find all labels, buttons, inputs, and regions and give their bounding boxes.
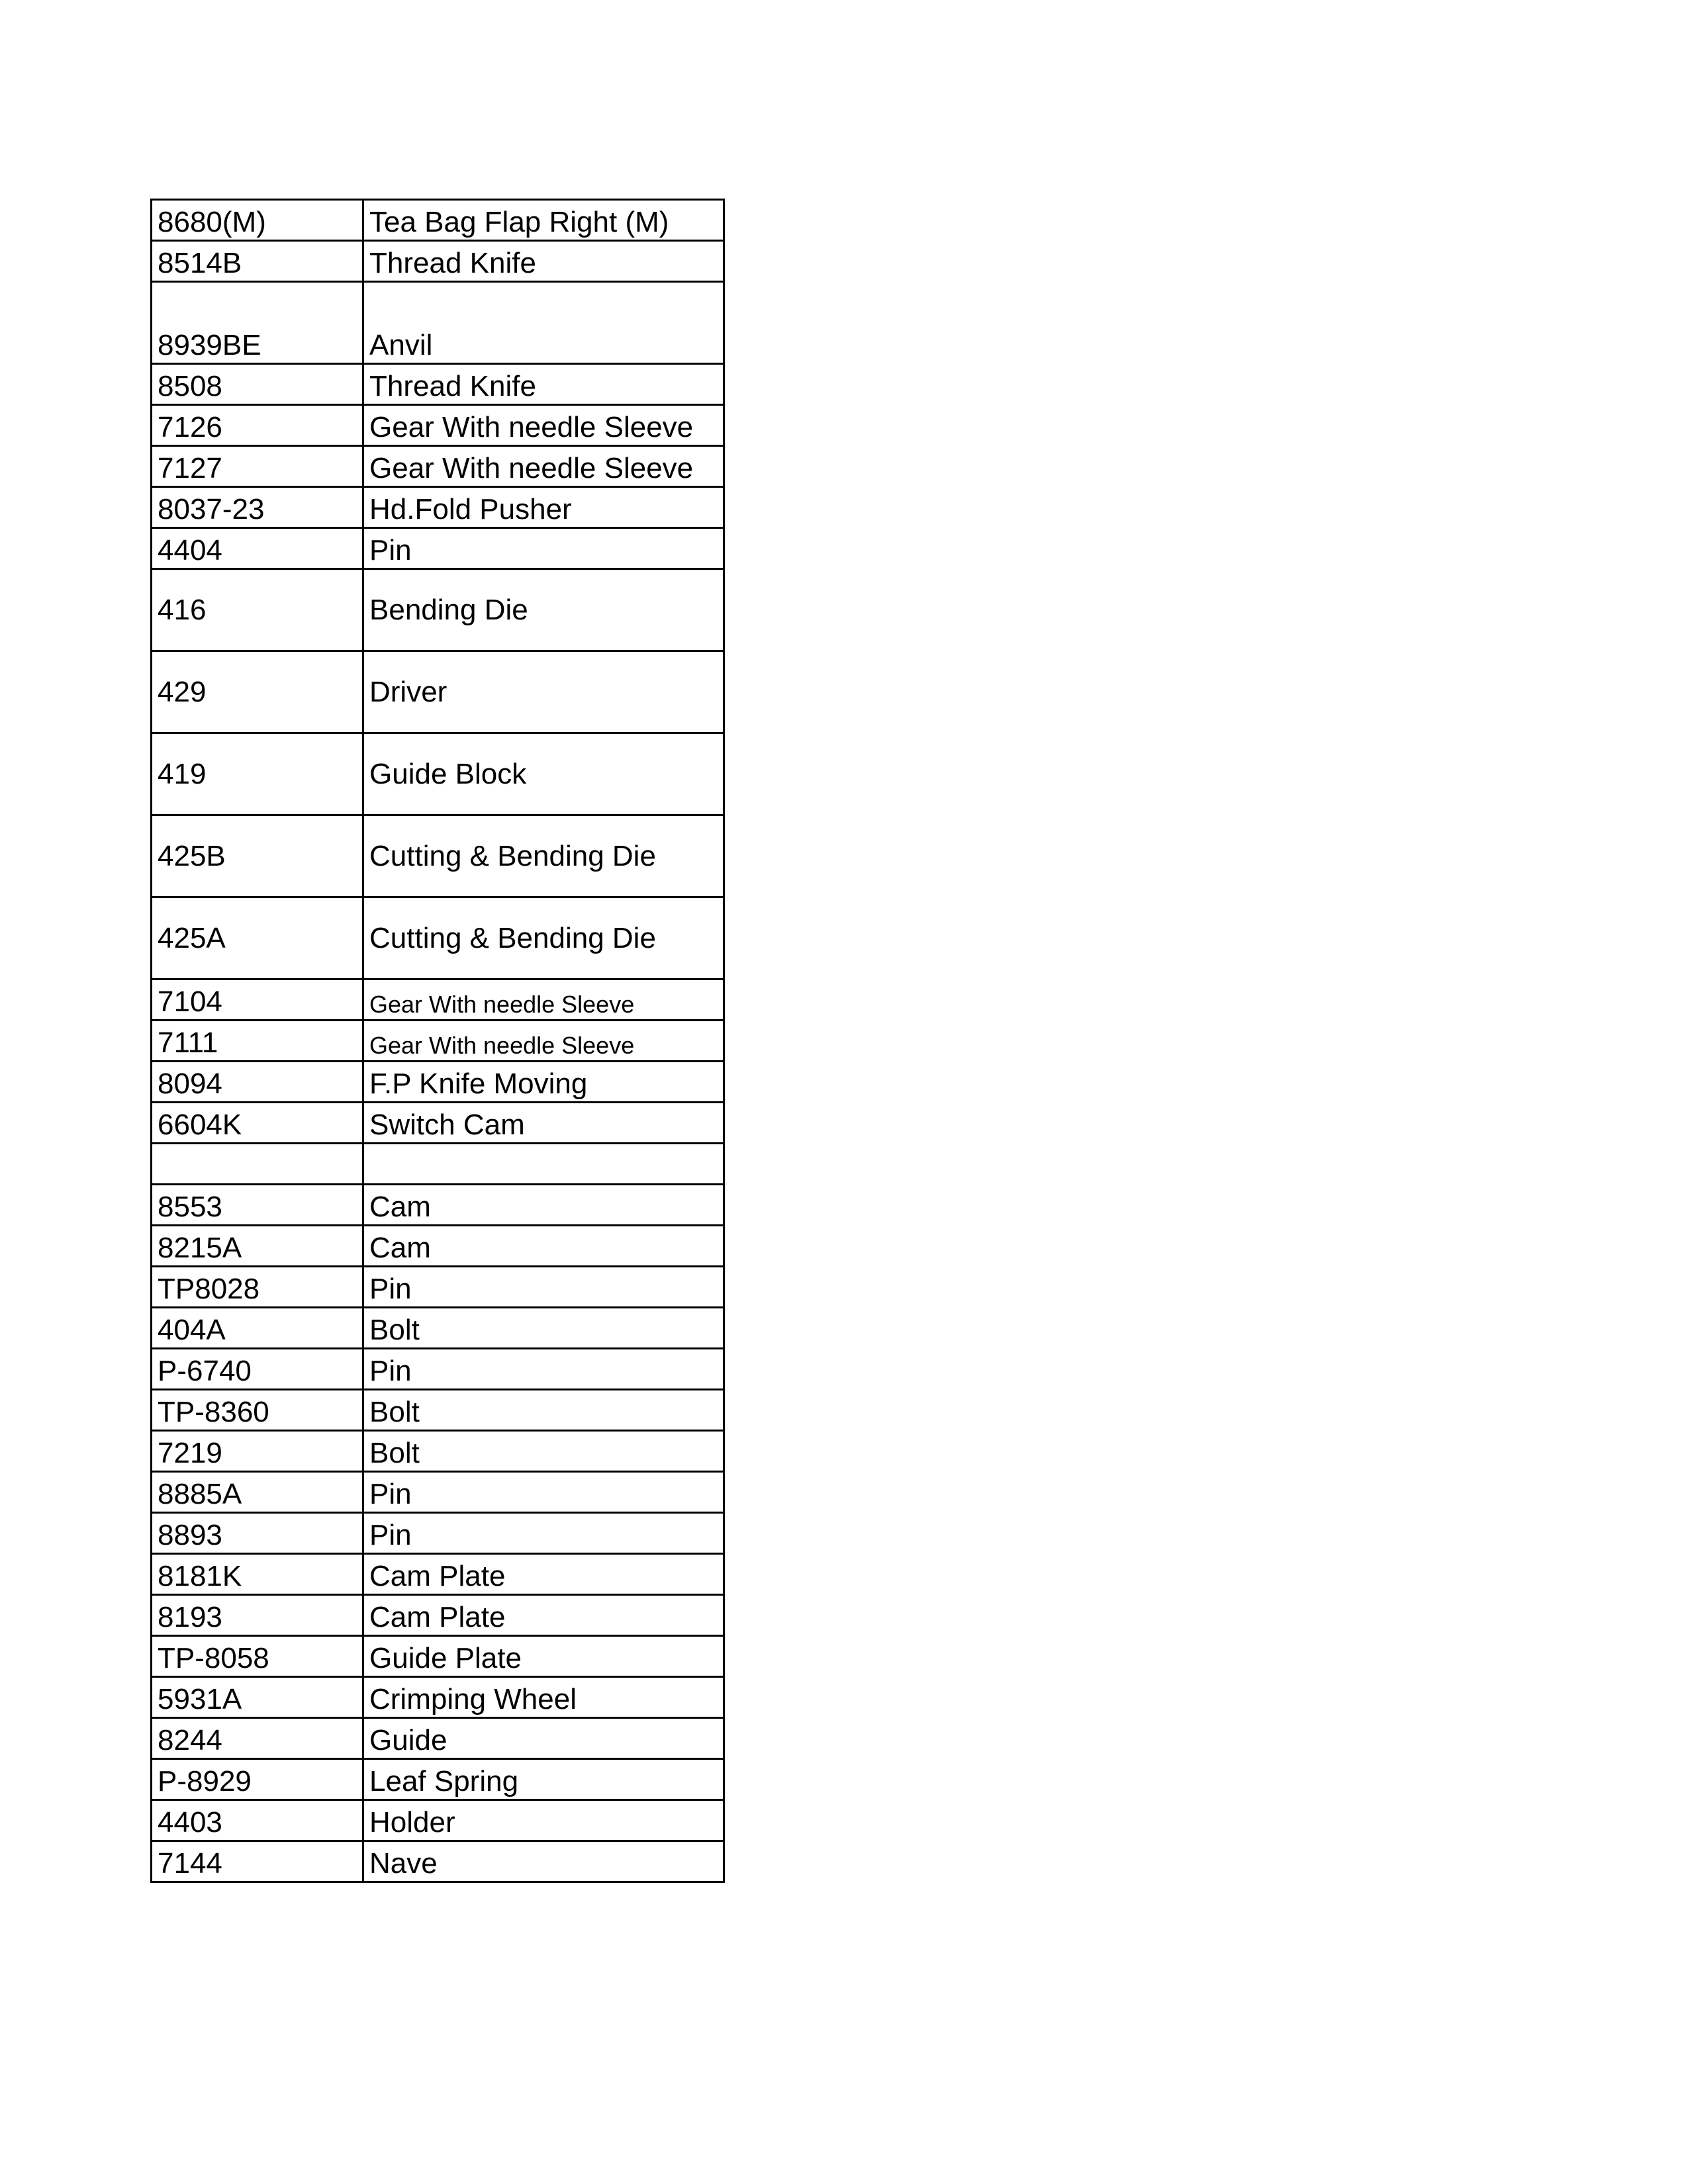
part-code-cell [152,1144,363,1185]
part-description-cell: Nave [363,1841,724,1882]
table-row [152,364,724,405]
part-code-cell: TP-8360 [152,1390,363,1431]
part-code-cell: 8508 [152,364,363,405]
part-code-cell: 7104 [152,979,363,1021]
table-row [152,1390,724,1431]
table-row [152,1554,724,1595]
part-description-cell: Leaf Spring [363,1759,724,1800]
part-code-cell: 8939BE [152,282,363,364]
part-code-cell: 8181K [152,1554,363,1595]
part-description-cell: Thread Knife [363,364,724,405]
part-description-cell: Bolt [363,1390,724,1431]
table-row [152,1472,724,1513]
table-row [152,569,724,651]
part-code-cell: 8680(M) [152,200,363,241]
table-row [152,1144,724,1185]
part-description-cell: Switch Cam [363,1103,724,1144]
part-code-cell: 8244 [152,1718,363,1759]
part-code-cell: 4403 [152,1800,363,1841]
table-row [152,1349,724,1390]
part-description-cell: Cam [363,1185,724,1226]
part-code-cell: 8094 [152,1062,363,1103]
part-description-cell: Guide Plate [363,1636,724,1677]
part-code-cell: 6604K [152,1103,363,1144]
part-description-cell: Holder [363,1800,724,1841]
part-code-cell: 404A [152,1308,363,1349]
part-description-cell: Pin [363,1513,724,1554]
table-row [152,897,724,979]
table-row [152,1021,724,1062]
part-description-cell: Driver [363,651,724,733]
part-code-cell: TP8028 [152,1267,363,1308]
part-code-cell: 7111 [152,1021,363,1062]
part-description-cell: Anvil [363,282,724,364]
table-row [152,282,724,364]
table-row [152,1185,724,1226]
table-row [152,446,724,487]
table-row [152,405,724,446]
part-description-cell: Pin [363,1472,724,1513]
part-code-cell: 7127 [152,446,363,487]
part-description-cell: Gear With needle Sleeve [363,446,724,487]
table-row [152,1103,724,1144]
part-description-cell: Bending Die [363,569,724,651]
part-code-cell: P-6740 [152,1349,363,1390]
part-description-cell: Cam Plate [363,1554,724,1595]
part-description-cell: Guide Block [363,733,724,815]
part-description-cell: Cutting & Bending Die [363,897,724,979]
part-code-cell: 429 [152,651,363,733]
part-code-cell: 7126 [152,405,363,446]
part-description-cell: Thread Knife [363,241,724,282]
part-code-cell: 416 [152,569,363,651]
table-row [152,528,724,569]
part-code-cell: 8553 [152,1185,363,1226]
part-description-cell: F.P Knife Moving [363,1062,724,1103]
part-code-cell: 8885A [152,1472,363,1513]
part-code-cell: 8215A [152,1226,363,1267]
part-description-cell: Bolt [363,1308,724,1349]
part-description-cell: Guide [363,1718,724,1759]
table-row [152,1800,724,1841]
part-description-cell: Gear With needle Sleeve [363,979,724,1021]
part-description-cell: Cam Plate [363,1595,724,1636]
table-row [152,1636,724,1677]
part-description-cell: Pin [363,528,724,569]
table-row [152,1062,724,1103]
parts-table-body [152,200,724,1882]
table-row [152,651,724,733]
part-code-cell: 419 [152,733,363,815]
part-description-cell: Cutting & Bending Die [363,815,724,897]
part-description-cell: Hd.Fold Pusher [363,487,724,528]
table-row [152,1267,724,1308]
part-code-cell: 425B [152,815,363,897]
table-row [152,979,724,1021]
table-row [152,200,724,241]
part-description-cell [363,1144,724,1185]
table-row [152,487,724,528]
part-code-cell: 5931A [152,1677,363,1718]
table-row [152,815,724,897]
part-code-cell: 8193 [152,1595,363,1636]
part-code-cell: 7144 [152,1841,363,1882]
table-row [152,1513,724,1554]
table-row [152,1718,724,1759]
part-description-cell: Gear With needle Sleeve [363,405,724,446]
part-description-cell: Tea Bag Flap Right (M) [363,200,724,241]
part-code-cell: 8514B [152,241,363,282]
table-row [152,1226,724,1267]
part-description-cell: Pin [363,1349,724,1390]
part-description-cell: Crimping Wheel [363,1677,724,1718]
part-code-cell: 4404 [152,528,363,569]
table-row [152,1759,724,1800]
parts-table [150,199,725,1883]
part-code-cell: 8893 [152,1513,363,1554]
table-row [152,733,724,815]
part-code-cell: 7219 [152,1431,363,1472]
table-row [152,1308,724,1349]
table-row [152,1595,724,1636]
table-row [152,1841,724,1882]
part-description-cell: Bolt [363,1431,724,1472]
part-code-cell: 425A [152,897,363,979]
part-code-cell: P-8929 [152,1759,363,1800]
table-row [152,1431,724,1472]
part-description-cell: Gear With needle Sleeve [363,1021,724,1062]
table-row [152,241,724,282]
part-code-cell: 8037-23 [152,487,363,528]
part-description-cell: Cam [363,1226,724,1267]
part-description-cell: Pin [363,1267,724,1308]
table-row [152,1677,724,1718]
part-code-cell: TP-8058 [152,1636,363,1677]
